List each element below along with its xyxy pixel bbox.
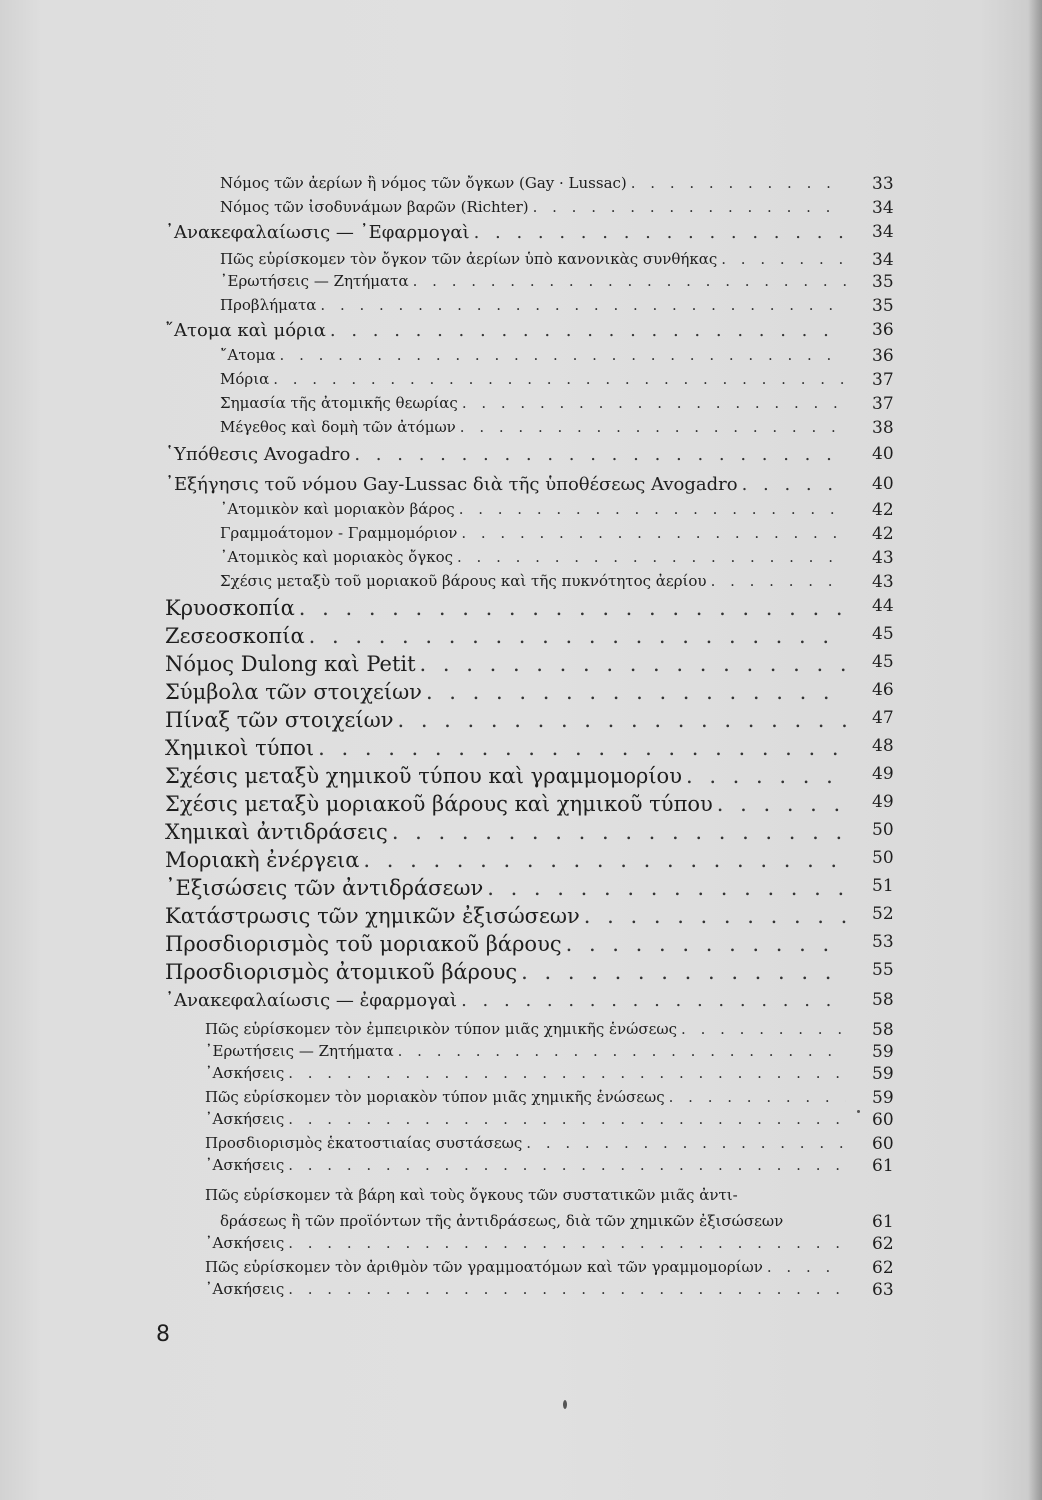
- toc-entry-page: 42: [872, 500, 894, 520]
- toc-entry: [205, 1064, 894, 1084]
- toc-entry: [220, 572, 894, 592]
- toc-entry-page: 42: [872, 524, 894, 544]
- toc-entry-title: ᾿Εξήγησις τοῦ νόμου Gay-Lussac διὰ τῆς ὑποθέσεως Avogadro: [165, 474, 738, 495]
- toc-entry-page: 59: [872, 1064, 894, 1084]
- toc-entry-title: Πῶς εὑρίσκομεν τὰ βάρη καὶ τοὺς ὄγκους τῶν συστατικῶν μιᾶς ἀντι-: [205, 1186, 738, 1204]
- toc-entry: [165, 222, 894, 243]
- toc-entry-title: ᾿Ασκήσεις: [205, 1234, 285, 1252]
- toc-entry: [205, 1156, 894, 1176]
- toc-entry-title: Κρυοσκοπία: [165, 596, 295, 620]
- toc-entry-page: 38: [872, 418, 894, 438]
- leader-dots: [711, 572, 846, 590]
- leader-dots: [288, 1110, 846, 1128]
- leader-dots: [686, 764, 846, 788]
- toc-entry-page: 46: [872, 680, 894, 700]
- leader-dots: [461, 524, 846, 542]
- leader-dots: [462, 394, 846, 412]
- leader-dots: [397, 708, 846, 732]
- leader-dots: [288, 1156, 846, 1174]
- toc-entry-page: 40: [872, 474, 894, 494]
- toc-entry: [165, 624, 894, 648]
- leader-dots: [330, 320, 846, 341]
- leader-dots: [742, 474, 846, 495]
- toc-entry-title: Μέγεθος καὶ δομὴ τῶν ἀτόμων: [220, 418, 456, 436]
- toc-entry-title: Ζεσεοσκοπία: [165, 624, 305, 648]
- toc-entry-page: 40: [872, 444, 894, 464]
- toc-entry-page: 60: [872, 1110, 894, 1130]
- toc-entry: [165, 652, 894, 676]
- leader-dots: [721, 250, 846, 268]
- leader-dots: [299, 596, 846, 620]
- leader-dots: [717, 792, 846, 816]
- leader-dots: [363, 848, 846, 872]
- leader-dots: [392, 820, 846, 844]
- leader-dots: [584, 904, 846, 928]
- toc-entry-title: Νόμος τῶν ἀερίων ἢ νόμος τῶν ὄγκων (Gay · Lussac): [220, 174, 627, 192]
- toc-entry: [205, 1020, 894, 1040]
- toc-entry-page: 33: [872, 174, 894, 194]
- toc-entry: [205, 1088, 894, 1108]
- toc-entry-page: 45: [872, 624, 894, 644]
- toc-entry-page: 49: [872, 792, 894, 812]
- leader-dots: [566, 932, 846, 956]
- leader-dots: [273, 370, 846, 388]
- leader-dots: [533, 198, 846, 216]
- leader-dots: [320, 296, 846, 314]
- toc-entry-title: Προσδιορισμὸς ἑκατοστιαίας συστάσεως: [205, 1134, 523, 1152]
- leader-dots: [767, 1258, 846, 1276]
- toc-entry: [165, 932, 894, 956]
- toc-entry-page: 37: [872, 370, 894, 390]
- toc-entry-title: Χημικοὶ τύποι: [165, 736, 315, 760]
- toc-entry: [220, 174, 894, 194]
- toc-entry: [205, 1186, 850, 1204]
- toc-entry: [220, 296, 894, 316]
- toc-entry-title: ᾿Ασκήσεις: [205, 1110, 285, 1128]
- toc-entry-title: ᾿Ατομικὸς καὶ μοριακὸς ὄγκος: [220, 548, 454, 566]
- toc-entry: [220, 346, 894, 366]
- leader-dots: [487, 876, 846, 900]
- toc-entry-page: 34: [872, 250, 894, 270]
- leader-dots: [461, 990, 846, 1011]
- leader-dots: [457, 548, 846, 566]
- page-number: 8: [156, 1322, 170, 1347]
- toc-entry: [165, 820, 894, 844]
- toc-entry-page: 43: [872, 572, 894, 592]
- toc-entry: [165, 596, 894, 620]
- leader-dots: [309, 624, 846, 648]
- toc-entry-page: 58: [872, 990, 894, 1010]
- toc-entry-title: Χημικαὶ ἀντιδράσεις: [165, 820, 388, 844]
- toc-entry-title: Προβλήματα: [220, 296, 317, 314]
- leader-dots: [426, 680, 846, 704]
- toc-entry-page: 62: [872, 1234, 894, 1254]
- toc-entry: [165, 320, 894, 341]
- toc-entry-title: ᾿Ερωτήσεις — Ζητήματα: [205, 1042, 394, 1060]
- toc-entry: [165, 990, 894, 1011]
- toc-entry-page: 58: [872, 1020, 894, 1040]
- toc-entry-title: Σημασία τῆς ἀτομικῆς θεωρίας: [220, 394, 458, 412]
- toc-entry-page: 43: [872, 548, 894, 568]
- toc-entry-title: Πῶς εὑρίσκομεν τὸν ἐμπειρικὸν τύπον μιᾶς χημικῆς ἑνώσεως: [205, 1020, 678, 1038]
- toc-entry-page: 34: [872, 222, 894, 242]
- toc-entry-page: 49: [872, 764, 894, 784]
- toc-entry: [165, 764, 894, 788]
- toc-entry: [165, 960, 894, 984]
- toc-entry-continuation: δράσεως ἢ τῶν προϊόντων τῆς ἀντιδράσεως, διὰ τῶν χημικῶν ἐξισώσεων: [220, 1212, 784, 1230]
- leader-dots: [398, 1042, 846, 1060]
- toc-entry-page: 62: [872, 1258, 894, 1278]
- toc-entry-page: 52: [872, 904, 894, 924]
- toc-entry-title: ᾿Ασκήσεις: [205, 1280, 285, 1298]
- toc-entry-title: Προσδιορισμὸς τοῦ μοριακοῦ βάρους: [165, 932, 562, 956]
- toc-entry: [220, 370, 894, 390]
- toc-entry: [220, 250, 894, 270]
- toc-entry: [220, 198, 894, 218]
- toc-entry: [165, 848, 894, 872]
- toc-entry-page: 44: [872, 596, 894, 616]
- toc-entry-page: 55: [872, 960, 894, 980]
- leader-dots: [288, 1280, 846, 1298]
- toc-entry-title: Σχέσις μεταξὺ μοριακοῦ βάρους καὶ χημικοῦ τύπου: [165, 792, 713, 816]
- toc-entry-page: 36: [872, 320, 894, 340]
- toc-entry-title: ᾿Ατομικὸν καὶ μοριακὸν βάρος: [220, 500, 455, 518]
- toc-entry-title: Γραμμοάτομον - Γραμμομόριον: [220, 524, 458, 542]
- toc-entry-title: ῾Υπόθεσις Avogadro: [165, 444, 351, 465]
- toc-entry-page: 50: [872, 848, 894, 868]
- toc-entry-page: 59: [872, 1042, 894, 1062]
- leader-dots: [521, 960, 846, 984]
- toc-entry-title: Σχέσις μεταξὺ χημικοῦ τύπου καὶ γραμμομορίου: [165, 764, 682, 788]
- toc-entry: [165, 736, 894, 760]
- toc-entry: [165, 904, 894, 928]
- leader-dots: [420, 652, 846, 676]
- toc-entry-title: Πίναξ τῶν στοιχείων: [165, 708, 394, 732]
- toc-entry-page: 47: [872, 708, 894, 728]
- toc-entry-page: 63: [872, 1280, 894, 1300]
- leader-dots: [280, 346, 846, 364]
- leader-dots: [631, 174, 846, 192]
- toc-entry-page: 53: [872, 932, 894, 952]
- toc-entry: [165, 876, 894, 900]
- toc-entry: [205, 1280, 894, 1300]
- toc-entry-title: ᾿Ανακεφαλαίωσις — ἐφαρμογαὶ: [165, 990, 458, 1011]
- toc-entry: [220, 418, 894, 438]
- toc-entry-title: Πῶς εὑρίσκομεν τὸν μοριακὸν τύπον μιᾶς χημικῆς ἑνώσεως: [205, 1088, 665, 1106]
- toc-entry-page: 48: [872, 736, 894, 756]
- toc-entry: [220, 524, 894, 544]
- toc-entry-title: ᾿Ασκήσεις: [205, 1064, 285, 1082]
- toc-entry: [205, 1042, 894, 1062]
- toc-entry-title: Πῶς εὑρίσκομεν τὸν ὄγκον τῶν ἀερίων ὑπὸ κανονικὰς συνθήκας: [220, 250, 718, 268]
- toc-entry-title: ᾿Εξισώσεις τῶν ἀντιδράσεων: [165, 876, 484, 900]
- toc-entry-page: 37: [872, 394, 894, 414]
- toc-entry: [165, 474, 894, 495]
- toc-entry-page: 35: [872, 272, 894, 292]
- toc-entry-page: 59: [872, 1088, 894, 1108]
- toc-entry: [220, 548, 894, 568]
- toc-entry: [205, 1134, 894, 1154]
- leader-dots: [669, 1088, 846, 1106]
- toc-entry-page: 50: [872, 820, 894, 840]
- leader-dots: [288, 1234, 846, 1252]
- leader-dots: [318, 736, 846, 760]
- toc-entry-title: Κατάστρωσις τῶν χημικῶν ἐξισώσεων: [165, 904, 580, 928]
- toc-entry-title: ῎Ατομα καὶ μόρια: [165, 320, 326, 341]
- toc-entry-page: 45: [872, 652, 894, 672]
- leader-dots: [413, 272, 846, 290]
- toc-entry: [220, 500, 894, 520]
- toc-entry-title: ᾿Ανακεφαλαίωσις — ᾿Εφαρμογαὶ: [165, 222, 470, 243]
- toc-entry: [165, 444, 894, 465]
- leader-dots: [354, 444, 846, 465]
- toc-entry-page: 35: [872, 296, 894, 316]
- toc-entry-title: Μοριακὴ ἐνέργεια: [165, 848, 360, 872]
- toc-entry: [220, 394, 894, 414]
- toc-entry: [205, 1110, 894, 1130]
- leader-dots: [474, 222, 846, 243]
- print-speck: [563, 1400, 567, 1409]
- leader-dots: [460, 418, 846, 436]
- toc-entry: [220, 272, 894, 292]
- leader-dots: [526, 1134, 846, 1152]
- toc-entry-title: Προσδιορισμὸς ἀτομικοῦ βάρους: [165, 960, 518, 984]
- print-speck: [857, 1110, 860, 1113]
- toc-entry-page: 60: [872, 1134, 894, 1154]
- toc-entry-title: Μόρια: [220, 370, 270, 388]
- toc-entry-title: Νόμος Dulong καὶ Petit: [165, 652, 416, 676]
- toc-entry-page: 61: [872, 1156, 894, 1176]
- toc-entry-title: Σύμβολα τῶν στοιχείων: [165, 680, 422, 704]
- leader-dots: [288, 1064, 846, 1082]
- toc-entry-page: 51: [872, 876, 894, 896]
- toc-entry: [165, 680, 894, 704]
- toc-entry-title: Σχέσις μεταξὺ τοῦ μοριακοῦ βάρους καὶ τῆς πυκνότητος ἀερίου: [220, 572, 707, 590]
- toc-entry-title: ῎Ατομα: [220, 346, 276, 364]
- toc-entry-title: Νόμος τῶν ἰσοδυνάμων βαρῶν (Richter): [220, 198, 529, 216]
- toc-entry-page: 36: [872, 346, 894, 366]
- toc-entry-continuation-page: 61: [872, 1212, 894, 1232]
- toc-entry: [205, 1258, 894, 1278]
- toc-entry-title: ᾿Ασκήσεις: [205, 1156, 285, 1174]
- toc-entry-title: Πῶς εὑρίσκομεν τὸν ἀριθμὸν τῶν γραμμοατόμων καὶ τῶν γραμμομορίων: [205, 1258, 763, 1276]
- toc-entry-title: ᾿Ερωτήσεις — Ζητήματα: [220, 272, 409, 290]
- toc-entry-page: 34: [872, 198, 894, 218]
- toc-entry: [165, 708, 894, 732]
- leader-dots: [459, 500, 846, 518]
- toc-entry: [205, 1234, 894, 1254]
- leader-dots: [681, 1020, 846, 1038]
- toc-entry: [165, 792, 894, 816]
